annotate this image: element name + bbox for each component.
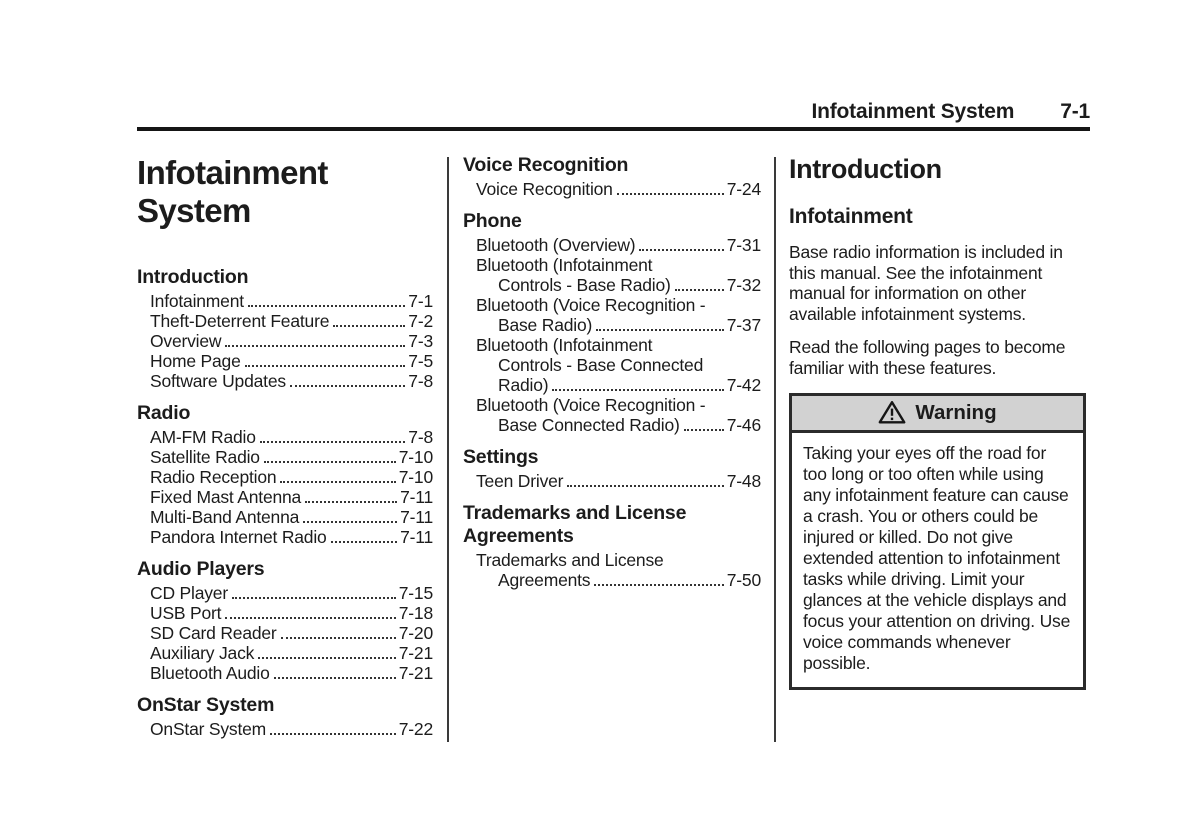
toc-entry-page: 7-20 <box>398 623 433 643</box>
toc-dot-leader <box>274 677 396 679</box>
column-divider <box>774 157 776 742</box>
toc-entry <box>137 427 433 447</box>
toc-entry-label: Agreements <box>498 570 591 590</box>
chapter-title-line: Infotainment <box>137 154 328 191</box>
page-header <box>137 99 1090 124</box>
toc-entry-page: 7-31 <box>726 235 761 255</box>
toc-entry-page: 7-42 <box>726 375 761 395</box>
toc-dot-leader <box>552 389 723 391</box>
toc-entry-label: Infotainment <box>150 291 244 311</box>
toc-entry-page: 7-8 <box>408 427 433 447</box>
intro-paragraph-1: Base radio information is included in this manual. See the infotainment manual for information on other available infotainment systems. <box>789 242 1063 324</box>
toc-section-heading <box>463 502 761 548</box>
toc-entry-label: Radio Reception <box>150 467 277 487</box>
toc-entry <box>463 255 761 295</box>
toc-dot-leader <box>684 429 724 431</box>
toc-entry-label: Multi-Band Antenna <box>150 507 300 527</box>
toc-section-settings <box>463 446 761 491</box>
toc-entry <box>137 487 433 507</box>
toc-section-heading: OnStar System <box>137 694 275 716</box>
toc-section-trademarks <box>463 502 761 590</box>
chapter-title <box>137 154 433 230</box>
toc-entry <box>137 583 433 603</box>
toc-section-heading-line: Agreements <box>463 525 574 547</box>
toc-section-heading: Audio Players <box>137 558 265 580</box>
header-rule <box>137 127 1090 131</box>
toc-dot-leader <box>225 617 395 619</box>
toc-dot-leader <box>270 733 396 735</box>
toc-dot-leader <box>594 584 723 586</box>
toc-entry-label: Auxiliary Jack <box>150 643 255 663</box>
toc-entry-page: 7-37 <box>726 315 761 335</box>
toc-entry-page: 7-11 <box>400 487 433 507</box>
toc-entry-label: Bluetooth (Overview) <box>476 235 636 255</box>
toc-dot-leader <box>232 597 396 599</box>
toc-entry-label: USB Port <box>150 603 222 623</box>
toc-entry <box>463 295 761 335</box>
toc-entry-page: 7-1 <box>408 291 433 311</box>
toc-entry-label: Bluetooth Audio <box>150 663 270 683</box>
toc-entry <box>137 603 433 623</box>
toc-section-audio-players <box>137 558 433 683</box>
toc-dot-leader <box>264 461 396 463</box>
toc-entry <box>137 331 433 351</box>
toc-section-phone <box>463 210 761 435</box>
toc-entry-page: 7-22 <box>398 719 433 739</box>
toc-entry-label: AM-FM Radio <box>150 427 256 447</box>
toc-entry-page: 7-32 <box>726 275 761 295</box>
toc-dot-leader <box>675 289 724 291</box>
warning-title: Warning <box>915 400 997 424</box>
toc-entry-label: Software Updates <box>150 371 286 391</box>
page-header-title: Infotainment System <box>811 100 1015 123</box>
toc-entry-label: Teen Driver <box>476 471 564 491</box>
toc-entry-page: 7-15 <box>398 583 433 603</box>
toc-entry-label: Overview <box>150 331 222 351</box>
toc-entry <box>137 507 433 527</box>
toc-entry-label: SD Card Reader <box>150 623 277 643</box>
page-header-page-number: 7-1 <box>1060 100 1090 123</box>
toc-entry-page: 7-46 <box>726 415 761 435</box>
toc-entry <box>463 471 761 491</box>
toc-entry-label: Base Connected Radio) <box>498 415 680 435</box>
toc-entry <box>137 467 433 487</box>
toc-entry-label: Theft-Deterrent Feature <box>150 311 330 331</box>
toc-entry <box>463 235 761 255</box>
toc-entry <box>137 623 433 643</box>
toc-entry-label: Satellite Radio <box>150 447 260 467</box>
warning-header <box>792 396 1083 433</box>
toc-entry-label: Bluetooth (Infotainment <box>476 335 653 355</box>
toc-dot-leader <box>305 501 397 503</box>
toc-section-introduction <box>137 266 433 391</box>
toc-entry <box>137 311 433 331</box>
toc-entry-page: 7-24 <box>726 179 761 199</box>
toc-dot-leader <box>245 365 406 367</box>
toc-entry <box>137 351 433 371</box>
toc-entry-page: 7-10 <box>398 467 433 487</box>
toc-entry <box>137 719 433 739</box>
toc-column-middle <box>463 154 761 590</box>
toc-dot-leader <box>280 481 395 483</box>
toc-dot-leader <box>225 345 405 347</box>
toc-entry-page: 7-48 <box>726 471 761 491</box>
toc-dot-leader <box>331 541 398 543</box>
chapter-title-line: System <box>137 192 251 229</box>
toc-entry-label: Radio) <box>498 375 549 395</box>
toc-entry-label: Voice Recognition <box>476 179 613 199</box>
intro-heading: Introduction <box>789 154 942 184</box>
toc-entry <box>137 643 433 663</box>
toc-dot-leader <box>303 521 397 523</box>
toc-section-heading: Radio <box>137 402 191 424</box>
toc-entry <box>137 291 433 311</box>
toc-dot-leader <box>258 657 396 659</box>
toc-entry-page: 7-5 <box>408 351 433 371</box>
toc-entry <box>137 527 433 547</box>
toc-entry <box>463 179 761 199</box>
toc-dot-leader <box>639 249 723 251</box>
toc-entry-label: Controls - Base Radio) <box>498 275 671 295</box>
toc-entry <box>463 550 761 590</box>
toc-dot-leader <box>281 637 396 639</box>
warning-box <box>789 393 1086 690</box>
toc-entry <box>463 395 761 435</box>
toc-entry-page: 7-8 <box>408 371 433 391</box>
toc-section-voice-recognition <box>463 154 761 199</box>
toc-section-radio <box>137 402 433 547</box>
toc-entry <box>137 447 433 467</box>
warning-triangle-icon <box>878 400 906 425</box>
toc-dot-leader <box>290 385 405 387</box>
toc-dot-leader <box>333 325 405 327</box>
intro-paragraph-2: Read the following pages to become familiar with these features. <box>789 337 1066 378</box>
toc-section-heading: Settings <box>463 446 539 468</box>
toc-entry-label: Bluetooth (Voice Recognition - <box>476 395 706 415</box>
toc-entry-page: 7-2 <box>408 311 433 331</box>
toc-entry-page: 7-3 <box>408 331 433 351</box>
toc-entry-page: 7-50 <box>726 570 761 590</box>
toc-entry-page: 7-11 <box>400 507 433 527</box>
toc-entry-label: Pandora Internet Radio <box>150 527 327 547</box>
toc-entry-label: Bluetooth (Infotainment <box>476 255 653 275</box>
toc-entry-label: Bluetooth (Voice Recognition - <box>476 295 706 315</box>
toc-dot-leader <box>260 441 406 443</box>
toc-entry-label: Fixed Mast Antenna <box>150 487 302 507</box>
toc-dot-leader <box>248 305 405 307</box>
toc-dot-leader <box>617 193 724 195</box>
toc-section-onstar-system <box>137 694 433 739</box>
toc-entry-label: CD Player <box>150 583 228 603</box>
toc-section-heading: Phone <box>463 210 522 232</box>
toc-dot-leader <box>567 485 723 487</box>
toc-entry <box>463 335 761 395</box>
intro-section <box>789 154 1086 690</box>
toc-section-heading: Introduction <box>137 266 249 288</box>
toc-column-left <box>137 154 433 739</box>
toc-entry-page: 7-21 <box>398 663 433 683</box>
toc-section-heading: Voice Recognition <box>463 154 629 176</box>
toc-entry-label: OnStar System <box>150 719 267 739</box>
toc-entry-label: Base Radio) <box>498 315 593 335</box>
toc-entry-page: 7-11 <box>400 527 433 547</box>
toc-entry-label: Home Page <box>150 351 241 371</box>
column-divider <box>447 157 449 742</box>
toc-entry <box>137 371 433 391</box>
infotainment-subheading: Infotainment <box>789 205 913 228</box>
toc-entry-page: 7-21 <box>398 643 433 663</box>
toc-entry-page: 7-10 <box>398 447 433 467</box>
toc-entry-label: Trademarks and License <box>476 550 664 570</box>
warning-body-text: Taking your eyes off the road for too long or too often while using any infotainment feature can cause a crash. You or others could be injured or killed. Do not give extended attention to infotainment tasks while driving. Limit your glances at the vehicle displays and focus your attention on driving. Use voice commands whenever possible. <box>803 443 1071 673</box>
toc-entry-label: Controls - Base Connected <box>498 355 704 375</box>
toc-dot-leader <box>596 329 724 331</box>
toc-section-heading-line: Trademarks and License <box>463 502 687 524</box>
toc-entry <box>137 663 433 683</box>
toc-entry-page: 7-18 <box>398 603 433 623</box>
